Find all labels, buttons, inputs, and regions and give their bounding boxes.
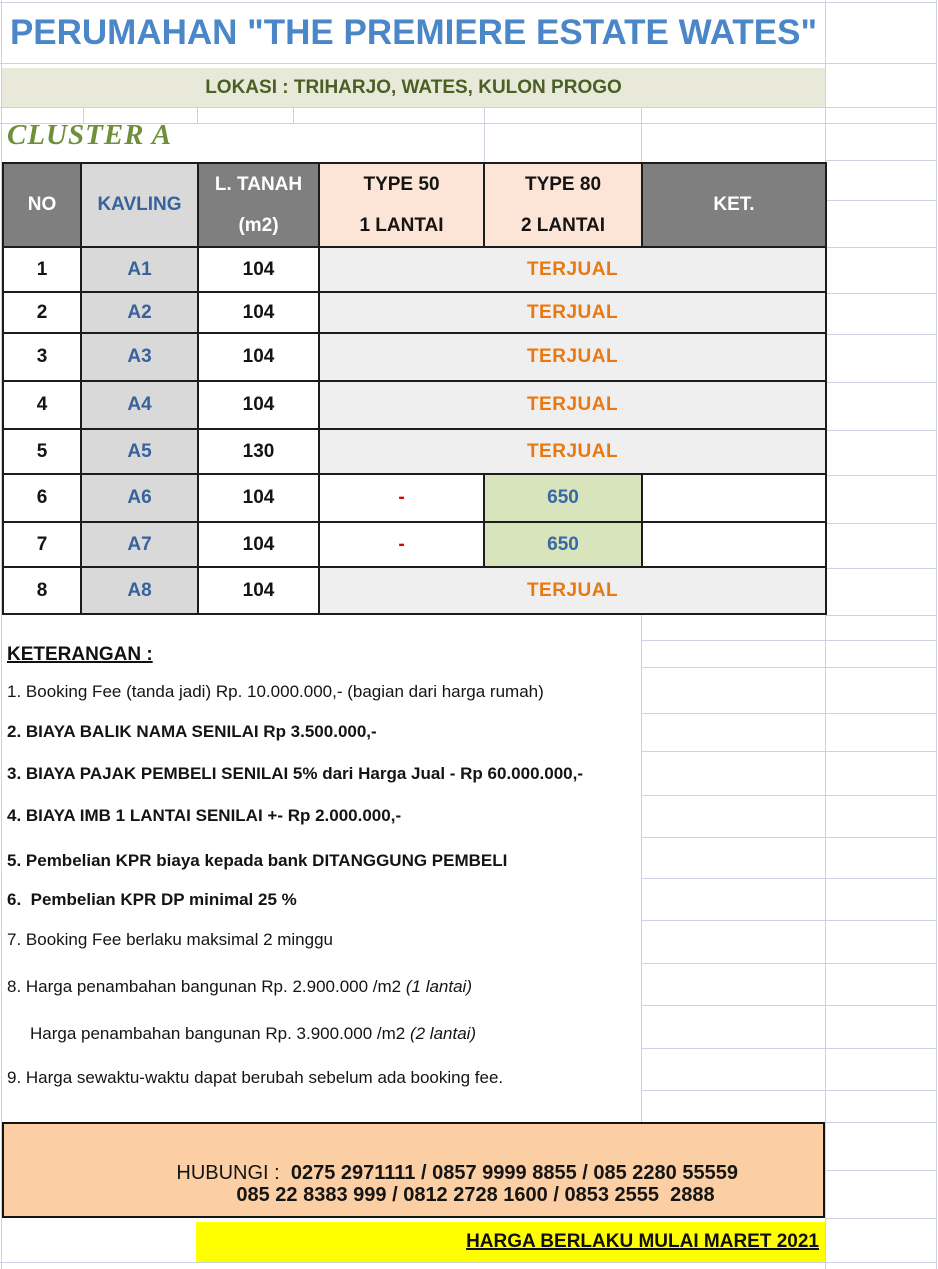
gridline [825, 160, 936, 161]
col-header-type50-line1: TYPE 50 [363, 173, 440, 195]
col-header-kavling[interactable]: KAVLING [81, 163, 198, 247]
gridline [641, 963, 936, 964]
gridline [825, 568, 936, 569]
price-validity-banner [196, 1222, 825, 1262]
cell-tanah-A3[interactable]: 104 [198, 333, 319, 381]
cell-tanah-A7[interactable]: 104 [198, 522, 319, 567]
price-validity-text: HARGA BERLAKU MULAI MARET 2021 [466, 1231, 819, 1252]
cell-type50-A7[interactable]: - [319, 522, 484, 567]
gridline [825, 523, 936, 524]
gridline [641, 751, 936, 752]
cell-tanah-A4[interactable]: 104 [198, 381, 319, 429]
note-item: 9. Harga sewaktu-waktu dapat berubah sebelum ada booking fee. [7, 1068, 504, 1087]
note-item: Harga penambahan bangunan Rp. 3.900.000 /m2 (2 lantai) [30, 1024, 477, 1043]
cluster-heading: CLUSTER A [7, 119, 173, 151]
contact-banner [2, 1122, 825, 1218]
cell-tanah-A6[interactable]: 104 [198, 474, 319, 522]
gridline [641, 1005, 936, 1006]
gridline [641, 795, 936, 796]
keterangan-heading: KETERANGAN : [7, 644, 153, 665]
gridline [0, 107, 936, 108]
col-header-type80-line1: TYPE 80 [524, 173, 602, 195]
cell-no-1[interactable]: 1 [3, 247, 81, 292]
cell-ket-A7[interactable] [642, 522, 826, 567]
note-item: 1. Booking Fee (tanda jadi) Rp. 10.000.000,- (bagian dari harga rumah) [7, 682, 544, 701]
cell-no-4[interactable]: 4 [3, 381, 81, 429]
note-item: 5. Pembelian KPR biaya kepada bank DITANGGUNG PEMBELI [7, 851, 508, 870]
cell-tanah-A8[interactable]: 104 [198, 567, 319, 614]
cell-kavling-A7[interactable]: A7 [81, 522, 198, 567]
table-row [3, 333, 826, 381]
gridline [641, 920, 936, 921]
table-row [3, 247, 826, 292]
contact-label: HUBUNGI : [176, 1162, 291, 1184]
col-header-type80-line2: 2 LANTAI [520, 214, 606, 236]
gridline [825, 475, 936, 476]
gridline [825, 200, 936, 201]
cell-kavling-A5[interactable]: A5 [81, 429, 198, 474]
cell-no-3[interactable]: 3 [3, 333, 81, 381]
gridline [825, 430, 936, 431]
col-header-tanah-line1: L. TANAH [214, 173, 303, 195]
cell-no-8[interactable]: 8 [3, 567, 81, 614]
cell-status-A2[interactable]: TERJUAL [319, 292, 826, 333]
gridline [641, 640, 936, 641]
cell-ket-A6[interactable] [642, 474, 826, 522]
cell-tanah-A5[interactable]: 130 [198, 429, 319, 474]
gridline [484, 107, 485, 162]
cell-kavling-A6[interactable]: A6 [81, 474, 198, 522]
gridline [641, 837, 936, 838]
contact-numbers-line1: 0275 2971111 / 0857 9999 8855 / 085 2280 55559 [290, 1162, 738, 1184]
cell-type50-A6[interactable]: - [319, 474, 484, 522]
col-header-ket[interactable]: KET. [642, 163, 826, 247]
cell-kavling-A4[interactable]: A4 [81, 381, 198, 429]
page-title: PERUMAHAN "THE PREMIERE ESTATE WATES" [9, 13, 818, 52]
gridline [641, 667, 936, 668]
gridline [641, 107, 642, 162]
table-row [3, 381, 826, 429]
note-item: 8. Harga penambahan bangunan Rp. 2.900.000 /m2 (1 lantai) [7, 977, 472, 996]
col-header-tanah-line2: (m2) [238, 214, 279, 236]
cell-no-2[interactable]: 2 [3, 292, 81, 333]
table-row [3, 429, 826, 474]
gridline [641, 1048, 936, 1049]
cell-kavling-A1[interactable]: A1 [81, 247, 198, 292]
gridline [825, 334, 936, 335]
cell-kavling-A8[interactable]: A8 [81, 567, 198, 614]
cell-no-6[interactable]: 6 [3, 474, 81, 522]
title-row [2, 2, 825, 64]
table-row [3, 522, 826, 567]
table-row [3, 474, 826, 522]
cell-kavling-A3[interactable]: A3 [81, 333, 198, 381]
cell-tanah-A1[interactable]: 104 [198, 247, 319, 292]
col-header-type80[interactable] [484, 163, 642, 247]
gridline [825, 382, 936, 383]
gridline [197, 107, 198, 123]
col-header-type50-line2: 1 LANTAI [359, 214, 444, 236]
cell-type80-A6[interactable]: 650 [484, 474, 642, 522]
cell-status-A4[interactable]: TERJUAL [319, 381, 826, 429]
col-header-type50[interactable] [319, 163, 484, 247]
gridline [825, 247, 936, 248]
note-item: 2. BIAYA BALIK NAMA SENILAI Rp 3.500.000,- [7, 722, 377, 741]
gridline [825, 1170, 936, 1171]
note-item: 4. BIAYA IMB 1 LANTAI SENILAI +- Rp 2.000.000,- [7, 806, 402, 825]
col-header-tanah[interactable] [198, 163, 319, 247]
gridline [641, 878, 936, 879]
note-item: 7. Booking Fee berlaku maksimal 2 minggu [7, 930, 333, 949]
table-row [3, 567, 826, 614]
cell-no-5[interactable]: 5 [3, 429, 81, 474]
cell-status-A8[interactable]: TERJUAL [319, 567, 826, 614]
gridline [936, 0, 937, 1269]
location-banner [2, 68, 825, 107]
gridline [825, 1218, 936, 1219]
gridline [641, 1090, 936, 1091]
note-item: 6. Pembelian KPR DP minimal 25 % [7, 890, 297, 909]
cell-status-A5[interactable]: TERJUAL [319, 429, 826, 474]
table-row [3, 292, 826, 333]
gridline [825, 615, 936, 616]
col-header-no[interactable]: NO [3, 163, 81, 247]
contact-numbers-line2: 085 22 8383 999 / 0812 2728 1600 / 0853 2555 2888 [236, 1184, 715, 1206]
note-item: 3. BIAYA PAJAK PEMBELI SENILAI 5% dari Harga Jual - Rp 60.000.000,- [7, 764, 583, 783]
cell-no-7[interactable]: 7 [3, 522, 81, 567]
gridline [825, 293, 936, 294]
location-text: LOKASI : TRIHARJO, WATES, KULON PROGO [205, 76, 622, 98]
gridline [641, 615, 642, 1122]
table-header-row [3, 163, 826, 247]
gridline [825, 1122, 936, 1123]
gridline [293, 107, 294, 123]
price-table [2, 162, 827, 615]
cell-type80-A7[interactable]: 650 [484, 522, 642, 567]
gridline [0, 1262, 936, 1263]
cell-tanah-A2[interactable]: 104 [198, 292, 319, 333]
cell-status-A1[interactable]: TERJUAL [319, 247, 826, 292]
gridline [641, 713, 936, 714]
cell-kavling-A2[interactable]: A2 [81, 292, 198, 333]
cell-status-A3[interactable]: TERJUAL [319, 333, 826, 381]
